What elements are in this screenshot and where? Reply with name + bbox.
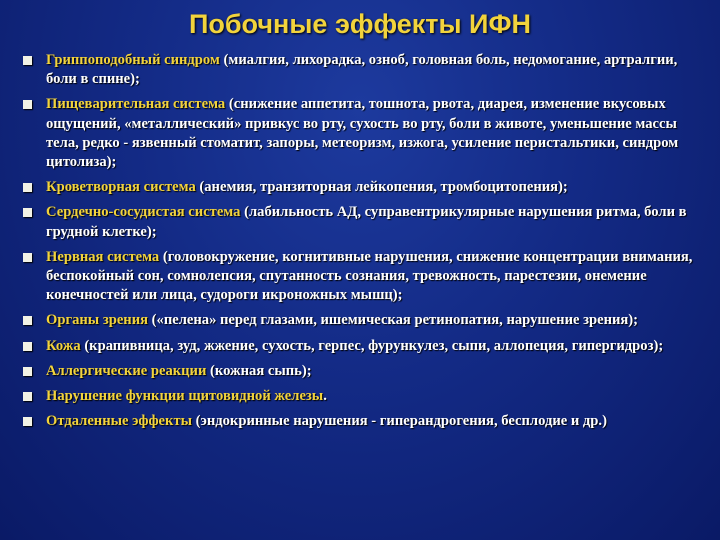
square-bullet-icon: [23, 367, 32, 376]
item-term: Кожа: [46, 337, 81, 354]
item-description: (снижение аппетита, тошнота, рвота, диарея, изменение вкусовых ощущений, «металлический» привкус во рту, сухость во рту, боли в животе, уменьшение массы тела, редко - язвенный стоматит, запоры, метеоризм, изжога, усиление перистальтики, синдром цитолиза);: [46, 96, 679, 171]
square-bullet-icon: [23, 100, 32, 109]
list-item: [22, 412, 706, 431]
item-description: (лабильность АД, суправентрикулярные нарушения ритма, боли в грудной клетке);: [46, 204, 687, 240]
square-bullet-icon: [23, 417, 32, 426]
side-effects-list: [22, 51, 706, 437]
item-description: (головокружение, когнитивные нарушения, снижение концентрации внимания, беспокойный сон, сомнолепсия, спутанность сознания, тревожность, парестезии, онемение конечностей или лица, судороги икроножных мышц);: [46, 248, 693, 304]
list-item: [22, 95, 706, 172]
item-term: Отдаленные эффекты: [46, 413, 193, 430]
item-description: («пелена» перед глазами, ишемическая ретинопатия, нарушение зрения);: [148, 312, 638, 329]
square-bullet-icon: [23, 253, 32, 262]
item-description: (эндокринные нарушения - гиперандрогения, бесплодие и др.): [192, 413, 607, 430]
item-term: Органы зрения: [46, 312, 149, 329]
square-bullet-icon: [23, 56, 32, 65]
list-item: [22, 362, 706, 381]
slide-title: Побочные эффекты ИФН: [188, 9, 532, 39]
item-description: (кожная сыпь);: [206, 362, 312, 379]
list-item: [22, 337, 706, 356]
square-bullet-icon: [23, 208, 32, 217]
square-bullet-icon: [23, 316, 32, 325]
item-description: (миалгия, лихорадка, озноб, головная боль, недомогание, артралгии, боли в спине);: [46, 52, 678, 88]
item-term: Кроветворная система: [46, 179, 196, 196]
list-item: [22, 51, 706, 89]
item-description: (анемия, транзиторная лейкопения, тромбоцитопения);: [195, 179, 568, 196]
list-item: [22, 387, 706, 406]
list-item: [22, 178, 706, 197]
list-item: [22, 248, 706, 306]
item-term: Аллергические реакции: [46, 362, 207, 379]
item-term: Гриппоподобный синдром: [46, 52, 220, 68]
item-description: .: [323, 388, 327, 405]
item-term: Сердечно-сосудистая система: [46, 204, 241, 221]
item-term: Нервная система: [46, 248, 160, 265]
item-description: (крапивница, зуд, жжение, сухость, герпес, фурункулез, сыпи, аллопеция, гипергидроз);: [80, 337, 664, 354]
item-term: Нарушение функции щитовидной железы: [46, 388, 324, 405]
item-term: Пищеварительная система: [46, 96, 226, 113]
square-bullet-icon: [23, 342, 32, 351]
list-item: [22, 311, 706, 330]
square-bullet-icon: [23, 183, 32, 192]
square-bullet-icon: [23, 392, 32, 401]
list-item: [22, 203, 706, 241]
